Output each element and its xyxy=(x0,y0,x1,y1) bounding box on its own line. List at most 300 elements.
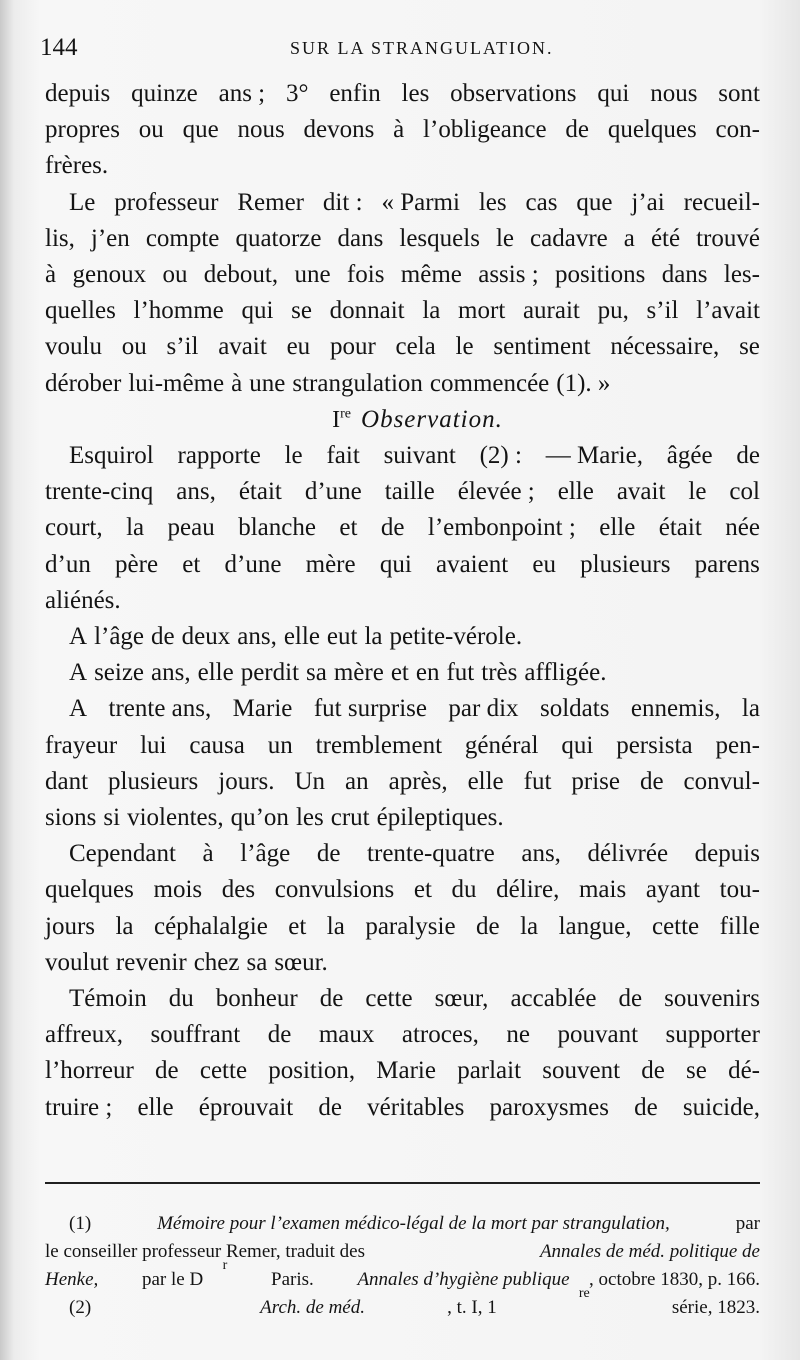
word: quinze xyxy=(131,80,198,107)
footnote-2-text: série, 1823. xyxy=(671,1297,760,1318)
word: Remer xyxy=(237,188,304,216)
word: supporter xyxy=(665,1021,760,1049)
word: (2) : xyxy=(479,442,522,470)
word: taille xyxy=(384,478,435,506)
word: délire, xyxy=(496,876,560,904)
word: depuis xyxy=(45,80,111,107)
word: la xyxy=(422,297,441,325)
word: mère xyxy=(333,659,384,687)
word: dé- xyxy=(728,1057,760,1085)
word: Marie xyxy=(376,1057,436,1085)
word: s’il xyxy=(646,297,679,325)
word: les xyxy=(295,804,324,832)
word: fille xyxy=(719,912,760,940)
word: ans, xyxy=(176,478,216,506)
footnote-2-marker: (2) xyxy=(69,1297,92,1318)
word: truire ; xyxy=(45,1093,113,1121)
word: pen- xyxy=(715,731,760,759)
word: — Marie, xyxy=(545,442,643,470)
word: dant xyxy=(45,767,89,795)
word: seize xyxy=(94,659,145,687)
text-line xyxy=(45,438,760,474)
word: d’un xyxy=(45,550,91,578)
word: affligée. xyxy=(524,659,607,687)
word: d’une xyxy=(304,478,362,506)
word: petite-vérole. xyxy=(389,623,523,651)
text-line xyxy=(45,76,760,112)
word: pouvant xyxy=(557,1021,639,1049)
word: après, xyxy=(388,767,448,795)
word: con- xyxy=(715,116,760,144)
word: sœur. xyxy=(274,948,328,976)
word: court, xyxy=(45,514,103,542)
word: et xyxy=(339,514,358,542)
text-line xyxy=(45,800,760,836)
word: « Parmi xyxy=(381,188,460,216)
word: élevée ; xyxy=(457,478,535,506)
word: que xyxy=(182,116,219,144)
footnote-1-line-3 xyxy=(45,1258,760,1294)
word: quelques xyxy=(607,116,697,144)
footnote-2-text: , t. I, 1 xyxy=(447,1297,497,1318)
word: enfin xyxy=(329,80,381,107)
page-header xyxy=(40,34,762,68)
word: l’embonpoint ; xyxy=(427,514,576,542)
word: persista xyxy=(616,731,693,759)
word: perdit xyxy=(240,659,300,687)
word: ayant xyxy=(645,876,700,904)
word: a xyxy=(623,224,635,252)
word: position, xyxy=(268,1057,356,1085)
word: col xyxy=(729,478,760,506)
word: général xyxy=(464,731,539,759)
word: an xyxy=(345,767,369,795)
text-line xyxy=(45,474,760,510)
word: la xyxy=(126,514,145,542)
observation-number: I xyxy=(332,406,341,433)
footnote-1-text: le conseiller professeur Remer, traduit des xyxy=(45,1241,366,1262)
word: âgée xyxy=(666,442,713,470)
word: violentes, xyxy=(127,804,224,832)
word: A xyxy=(69,623,88,651)
word: de xyxy=(736,442,760,470)
word: l’horreur xyxy=(45,1057,134,1085)
word: de xyxy=(151,623,175,651)
word: maux xyxy=(318,1021,375,1049)
word: de xyxy=(639,767,664,795)
word: se xyxy=(739,333,760,361)
word: 3° xyxy=(285,80,309,107)
word: se xyxy=(291,297,312,325)
word: prise xyxy=(571,767,620,795)
text-line xyxy=(45,547,760,583)
text-line xyxy=(45,836,760,872)
footnote-1-title: Mémoire pour l’examen médico-légal de la mort par strangulation, xyxy=(157,1213,670,1234)
word: les xyxy=(478,188,507,216)
word: délivrée xyxy=(587,840,669,868)
word: aliénés. xyxy=(45,586,121,614)
word: l’âge xyxy=(240,840,291,868)
word: parlait xyxy=(457,1057,522,1085)
text-line xyxy=(45,366,760,402)
word: fut xyxy=(446,659,475,687)
word: qui xyxy=(561,731,594,759)
word: peau xyxy=(167,514,215,542)
word: qu’on xyxy=(230,804,289,832)
word: souffrant xyxy=(150,1021,241,1049)
word: pour xyxy=(329,333,376,361)
word: de xyxy=(318,1093,342,1121)
word: de xyxy=(565,116,590,144)
word: suivant xyxy=(383,442,456,470)
word: souvent xyxy=(542,1057,621,1085)
word: à xyxy=(231,369,243,397)
footnote-1-line-2 xyxy=(45,1238,760,1266)
footnote-2-source: Arch. de méd. xyxy=(260,1297,365,1318)
word: trouvé xyxy=(696,224,760,252)
word: ou xyxy=(162,261,188,289)
word: épileptiques. xyxy=(376,804,504,832)
observation-title: Observation. xyxy=(361,405,503,433)
word: de xyxy=(380,514,405,542)
word: elle xyxy=(137,1093,174,1121)
word: à xyxy=(202,840,214,868)
word: un xyxy=(267,731,293,759)
footnote-1-marker: (1) xyxy=(69,1213,92,1234)
word: accablée xyxy=(510,985,597,1013)
word: ans ; xyxy=(218,80,266,107)
text-line xyxy=(45,329,760,365)
word: quelles xyxy=(45,297,116,325)
word: cas xyxy=(525,188,558,216)
word: née xyxy=(725,514,760,542)
text-line xyxy=(45,728,760,764)
word: lui-même xyxy=(128,369,225,397)
word: était xyxy=(658,514,702,542)
word: nécessaire, xyxy=(610,333,720,361)
text-line xyxy=(45,583,760,619)
word: du xyxy=(451,876,477,904)
word: quatorze xyxy=(235,224,322,252)
word: trente ans, xyxy=(108,695,212,723)
word: Marie xyxy=(232,695,293,723)
page-number: 144 xyxy=(40,34,78,61)
word: la xyxy=(741,695,760,723)
word: professeur xyxy=(114,188,219,216)
footnote-rule xyxy=(45,1182,760,1184)
word: de xyxy=(641,1057,665,1085)
text-line xyxy=(45,221,760,257)
word: mais xyxy=(578,876,627,904)
word: lui xyxy=(140,731,167,759)
word: plusieurs xyxy=(580,550,671,578)
word: qui xyxy=(597,80,630,107)
word: céphalalgie xyxy=(153,912,268,940)
word: en xyxy=(415,659,440,687)
word: plusieurs xyxy=(108,767,199,795)
word: de xyxy=(155,1057,179,1085)
word: blanche xyxy=(238,514,316,542)
word: eut xyxy=(326,623,358,651)
word: nous xyxy=(237,116,285,144)
word: donnait xyxy=(329,297,405,325)
word: soldats xyxy=(539,695,610,723)
word: dit : xyxy=(322,188,363,216)
word: le xyxy=(688,478,707,506)
word: paroxysmes xyxy=(489,1093,609,1121)
text-line xyxy=(45,655,760,691)
word: ans, xyxy=(237,623,277,651)
word: fut surprise xyxy=(313,695,427,723)
word: revenir xyxy=(115,948,187,976)
word: de xyxy=(634,1093,658,1121)
word: propres xyxy=(45,116,120,144)
word: bonheur xyxy=(215,985,298,1013)
word: père xyxy=(115,550,159,578)
word: depuis xyxy=(694,840,760,868)
word: aurait xyxy=(522,297,580,325)
word: suicide, xyxy=(682,1093,760,1121)
word: jours. xyxy=(218,767,275,795)
word: la xyxy=(115,912,134,940)
word: était xyxy=(238,478,282,506)
body-text xyxy=(45,76,760,1126)
word: eu xyxy=(532,550,556,578)
text-line xyxy=(45,257,760,293)
footnote-1-journal: Annales d’hygiène publique xyxy=(357,1269,570,1290)
word: mois xyxy=(153,876,203,904)
word: les xyxy=(401,80,430,107)
word: trente-cinq xyxy=(45,478,154,506)
word: devons xyxy=(303,116,375,144)
word: fois xyxy=(346,261,385,289)
footnote-2 xyxy=(45,1286,760,1322)
word: lis, xyxy=(45,224,75,252)
word: eu xyxy=(286,333,311,361)
word: de xyxy=(316,840,341,868)
word: sœur, xyxy=(434,985,489,1013)
word: ne xyxy=(506,1021,530,1049)
word: Cependant xyxy=(69,840,176,868)
word: ennemis, xyxy=(630,695,721,723)
word: sont xyxy=(718,80,760,107)
word: sentiment xyxy=(493,333,591,361)
footnote-1-text: par le D xyxy=(141,1269,204,1290)
word: été xyxy=(650,224,681,252)
footnote-1-journal: Henke, xyxy=(45,1269,99,1290)
word: ou xyxy=(121,333,147,361)
word: trente-quatre xyxy=(367,840,495,868)
text-line xyxy=(45,872,760,908)
word: avait xyxy=(616,478,666,506)
word: la xyxy=(364,623,383,651)
word: cela xyxy=(395,333,436,361)
word: fait xyxy=(326,442,360,470)
text-line xyxy=(45,1090,760,1126)
word: s’il xyxy=(166,333,199,361)
word: l’obligeance xyxy=(423,116,547,144)
word: crut xyxy=(330,804,370,832)
word: dérober xyxy=(45,369,122,397)
word: A xyxy=(69,695,88,723)
word: de xyxy=(267,1021,292,1049)
word: véritables xyxy=(367,1093,465,1121)
word: Un xyxy=(294,767,326,795)
word: et xyxy=(182,550,201,578)
word: ans, xyxy=(521,840,561,868)
footnote-1-line-1 xyxy=(45,1210,760,1238)
word: et xyxy=(413,876,432,904)
word: commencée xyxy=(429,369,550,397)
word: avait xyxy=(218,333,267,361)
word: voulut xyxy=(45,948,109,976)
word: les- xyxy=(723,261,760,289)
word: à xyxy=(45,261,57,289)
word: Esquirol xyxy=(69,442,154,470)
word: rapporte xyxy=(177,442,261,470)
footnote-1-text: Paris. xyxy=(271,1269,314,1290)
word: à xyxy=(393,116,405,144)
word: convulsions xyxy=(274,876,395,904)
footnote-2-sup: re xyxy=(578,1286,590,1301)
word: l’homme xyxy=(133,297,224,325)
word: elle xyxy=(467,767,504,795)
word: se xyxy=(686,1057,707,1085)
word: genoux xyxy=(72,261,147,289)
word: cette xyxy=(199,1057,248,1085)
word: l’âge xyxy=(94,623,145,651)
word: chez xyxy=(193,948,240,976)
text-line xyxy=(45,945,760,981)
text-line xyxy=(45,1017,760,1053)
text-line xyxy=(45,619,760,655)
word: A xyxy=(69,659,88,687)
text-line xyxy=(45,981,760,1017)
word: sions xyxy=(45,804,97,832)
word: ou xyxy=(138,116,164,144)
word: qui xyxy=(379,550,412,578)
word: sa xyxy=(246,948,268,976)
word: même xyxy=(400,261,462,289)
text-line xyxy=(45,148,760,184)
word: qui xyxy=(241,297,274,325)
text-line xyxy=(45,1053,760,1089)
word: éprouvait xyxy=(198,1093,294,1121)
footnote-1-sup: r xyxy=(222,1258,228,1273)
word: sa xyxy=(306,659,327,687)
word: mort xyxy=(458,297,506,325)
word: voulu xyxy=(45,333,102,361)
word: cadavre xyxy=(530,224,608,252)
word: cette xyxy=(651,912,700,940)
text-line xyxy=(45,691,760,727)
word: fut xyxy=(523,767,552,795)
word: jours xyxy=(45,912,95,940)
word: si xyxy=(103,804,121,832)
word: d’une xyxy=(224,550,282,578)
footnote-1-text: , octobre 1830, p. 166. xyxy=(589,1269,760,1290)
word: strangulation xyxy=(292,369,423,397)
word: compte xyxy=(145,224,220,252)
word: de xyxy=(319,985,344,1013)
footnote-1-text: par xyxy=(735,1213,760,1234)
word: elle xyxy=(557,478,594,506)
word: que xyxy=(576,188,613,216)
word: tou- xyxy=(719,876,760,904)
word: des xyxy=(221,876,256,904)
observation-heading xyxy=(45,402,760,438)
word: la xyxy=(326,912,345,940)
word: mère xyxy=(305,550,356,578)
word: le xyxy=(455,333,474,361)
word: deux xyxy=(181,623,231,651)
word: la xyxy=(520,912,539,940)
word: ans, xyxy=(151,659,191,687)
word: dans xyxy=(337,224,384,252)
word: le xyxy=(495,224,515,252)
word: langue, xyxy=(558,912,632,940)
word: du xyxy=(168,985,194,1013)
word: de xyxy=(618,985,643,1013)
word: atroces, xyxy=(401,1021,479,1049)
word: recueil- xyxy=(683,188,760,216)
word: frayeur xyxy=(45,731,118,759)
text-line xyxy=(45,185,760,221)
word: parens xyxy=(694,550,760,578)
word: paralysie xyxy=(365,912,456,940)
word: l’avait xyxy=(696,297,760,325)
word: dans xyxy=(661,261,708,289)
word: elle xyxy=(599,514,636,542)
footnote-1-journal: Annales de méd. politique de xyxy=(539,1241,760,1262)
word: affreux, xyxy=(45,1021,123,1049)
word: j’en xyxy=(90,224,130,252)
word: Le xyxy=(69,188,96,216)
word: avaient xyxy=(435,550,509,578)
word: lesquels xyxy=(399,224,480,252)
text-line xyxy=(45,293,760,329)
word: debout, xyxy=(203,261,279,289)
word: nous xyxy=(650,80,698,107)
word: le xyxy=(284,442,303,470)
word: pu, xyxy=(597,297,629,325)
word: une xyxy=(249,369,286,397)
text-line xyxy=(45,764,760,800)
word: et xyxy=(288,912,307,940)
word: souvenirs xyxy=(664,985,760,1013)
observation-number-sup: re xyxy=(340,406,352,422)
word: par dix xyxy=(448,695,519,723)
word: elle xyxy=(283,623,320,651)
word: très xyxy=(481,659,518,687)
running-title: SUR LA STRANGULATION. xyxy=(290,38,554,58)
word: j’ai xyxy=(631,188,665,216)
word: frères. xyxy=(45,152,109,180)
word: elle xyxy=(197,659,234,687)
word: tremblement xyxy=(315,731,443,759)
word: convul- xyxy=(683,767,760,795)
word: observations xyxy=(450,80,577,107)
text-line xyxy=(45,112,760,148)
word: Témoin xyxy=(69,985,147,1013)
word: et xyxy=(390,659,409,687)
footnotes xyxy=(45,1210,760,1322)
word: quelques xyxy=(45,876,134,904)
text-line xyxy=(45,510,760,546)
word: causa xyxy=(189,731,245,759)
word: (1). » xyxy=(556,369,611,397)
word: cette xyxy=(365,985,413,1013)
